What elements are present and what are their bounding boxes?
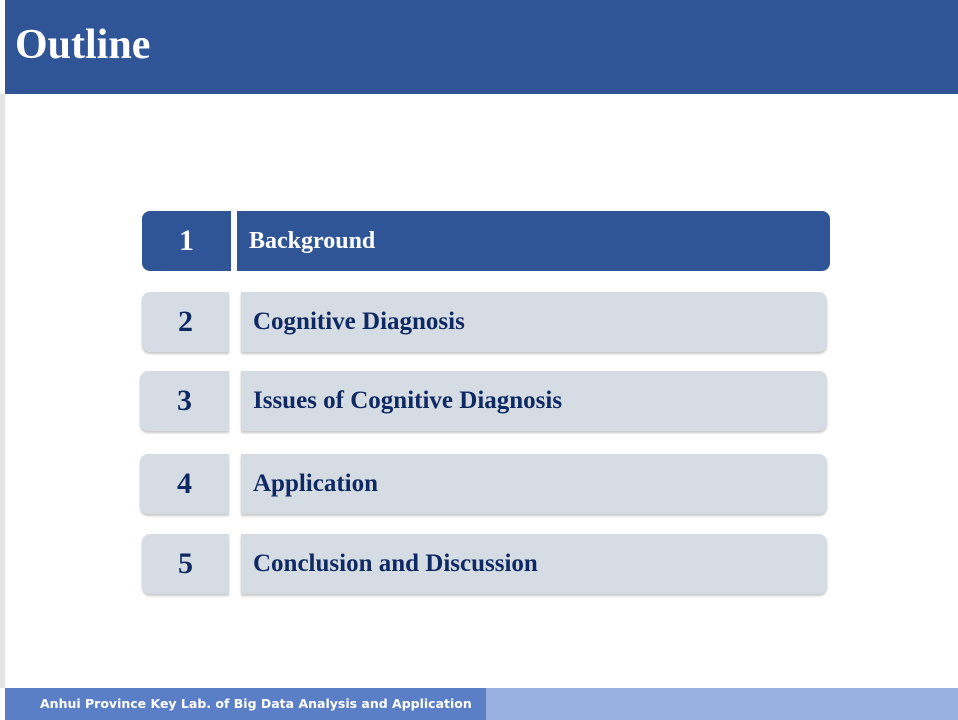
outline-item-number: 3 bbox=[140, 371, 229, 431]
outline-item-number: 5 bbox=[142, 534, 229, 594]
outline-item-number: 1 bbox=[142, 211, 231, 271]
footer-bar bbox=[5, 688, 958, 720]
outline-item-cognitive-diagnosis[interactable] bbox=[142, 292, 827, 352]
outline-item-conclusion[interactable] bbox=[142, 534, 827, 594]
page-title: Outline bbox=[15, 22, 151, 68]
outline-item-label: Application bbox=[241, 454, 827, 514]
outline-item-label: Conclusion and Discussion bbox=[241, 534, 827, 594]
outline-item-application[interactable] bbox=[140, 454, 827, 514]
outline-item-number: 4 bbox=[140, 454, 229, 514]
outline-item-number: 2 bbox=[142, 292, 229, 352]
outline-item-background[interactable] bbox=[142, 211, 830, 271]
outline-item-label: Issues of Cognitive Diagnosis bbox=[241, 371, 827, 431]
outline-item-issues[interactable] bbox=[140, 371, 827, 431]
footer-accent-block bbox=[486, 688, 958, 720]
left-edge-bar bbox=[0, 94, 5, 688]
outline-item-label: Background bbox=[237, 211, 830, 271]
title-bar bbox=[5, 0, 958, 94]
footer-lab-name: Anhui Province Key Lab. of Big Data Analysis and Application bbox=[5, 688, 486, 720]
outline-item-label: Cognitive Diagnosis bbox=[241, 292, 827, 352]
